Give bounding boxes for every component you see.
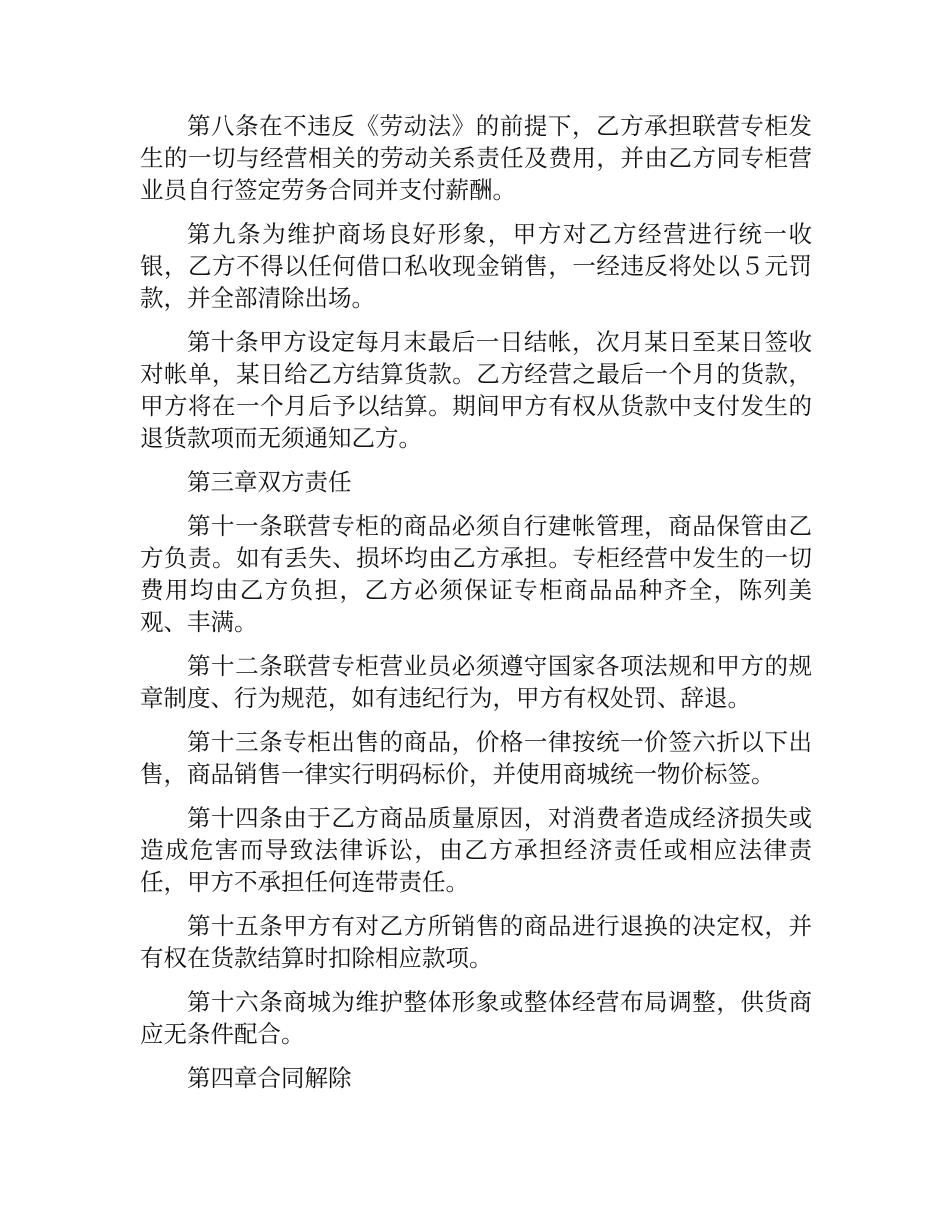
article-10-paragraph: 第十条甲方设定每月末最后一日结帐，次月某日至某日签收对帐单，某日给乙方结算货款。乙方经营之最后一个月的货款，甲方将在一个月后予以结算。期间甲方有权从货款中支付发生的退货款项而无须通知乙方。: [140, 328, 812, 452]
article-9-paragraph: 第九条为维护商场良好形象，甲方对乙方经营进行统一收银，乙方不得以任何借口私收现金销售，一经违反将处以５元罚款，并全部清除出场。: [140, 220, 812, 312]
article-8-paragraph: 第八条在不违反《劳动法》的前提下，乙方承担联营专柜发生的一切与经营相关的劳动关系责任及费用，并由乙方同专柜营业员自行签定劳务合同并支付薪酬。: [140, 112, 812, 204]
article-11-paragraph: 第十一条联营专柜的商品必须自行建帐管理，商品保管由乙方负责。如有丢失、损坏均由乙方承担。专柜经营中发生的一切费用均由乙方负担，乙方必须保证专柜商品品种齐全，陈列美观、丰满。: [140, 512, 812, 636]
chapter-4-heading: 第四章合同解除: [187, 1064, 352, 1092]
article-12-paragraph: 第十二条联营专柜营业员必须遵守国家各项法规和甲方的规章制度、行为规范，如有违纪行为，甲方有权处罚、辞退。: [140, 652, 812, 712]
article-15-paragraph: 第十五条甲方有对乙方所销售的商品进行退换的决定权，并有权在货款结算时扣除相应款项。: [140, 912, 812, 972]
document-body: [140, 110, 812, 1106]
article-14-paragraph: 第十四条由于乙方商品质量原因，对消费者造成经济损失或造成危害而导致法律诉讼，由乙方承担经济责任或相应法律责任，甲方不承担任何连带责任。: [140, 804, 812, 896]
article-13-paragraph: 第十三条专柜出售的商品，价格一律按统一价签六折以下出售，商品销售一律实行明码标价，并使用商城统一物价标签。: [140, 728, 812, 788]
chapter-3-heading: 第三章双方责任: [187, 468, 352, 496]
article-16-paragraph: 第十六条商城为维护整体形象或整体经营布局调整，供货商应无条件配合。: [140, 988, 812, 1048]
